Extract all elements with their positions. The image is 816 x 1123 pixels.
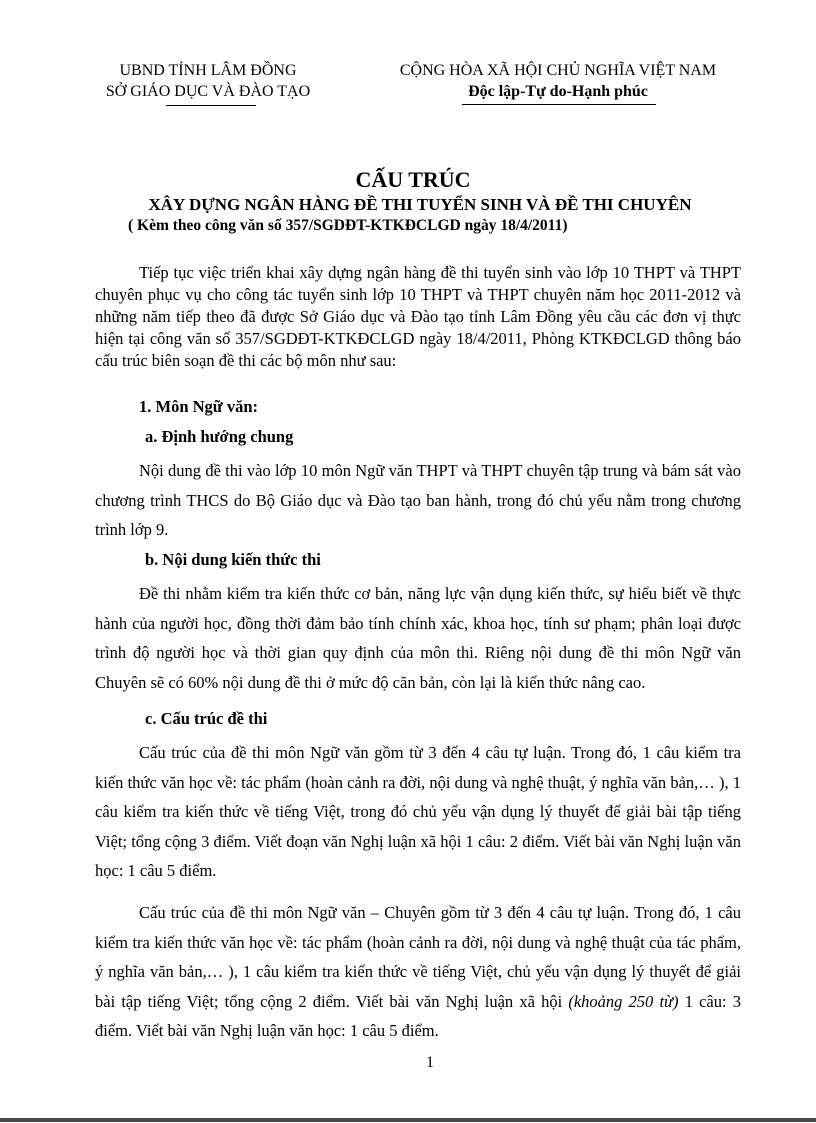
- subsection-heading-b: b. Nội dung kiến thức thi: [145, 550, 321, 569]
- subsection-b-text: Đề thi nhằm kiểm tra kiến thức cơ bản, năng lực vận dụng kiến thức, sự hiểu biết về thực hành của người học, đồng thời đảm bảo tính chính xác, khoa học, tính sư phạm; phân loại được trình độ người học và thời gian quy định của môn thi. Riêng nội dung đề thi môn Ngữ văn Chuyên sẽ có 60% nội dung đề thi ở mức độ căn bản, còn lại là kiến thức nâng cao.: [95, 584, 741, 692]
- document-reference-note: ( Kèm theo công văn số 357/SGDĐT-KTKĐCLGD ngày 18/4/2011): [128, 217, 568, 234]
- subsection-a-text: Nội dung đề thi vào lớp 10 môn Ngữ văn THPT và THPT chuyên tập trung và bám sát vào chương trình THCS do Bộ Giáo dục và Đào tạo ban hành, trong đó chủ yếu nằm trong chương trình lớp 9.: [95, 461, 741, 539]
- section-heading-ngu-van: 1. Môn Ngữ văn:: [139, 397, 258, 416]
- page-number: 1: [426, 1054, 434, 1071]
- left-header-rule: [166, 105, 256, 106]
- subsection-c-text-2-part2: 1 câu: 3 điểm. Viết bài văn Nghị luận văn học: 1 câu 5 điểm.: [95, 991, 742, 1040]
- subsection-c-text-2-part1: Cấu trúc của đề thi môn Ngữ văn – Chuyên gồm từ 3 đến 4 câu tự luận. Trong đó, 1 câu kiểm tra kiến thức văn học về: tác phẩm (hoàn cảnh ra đời, nội dung và nghệ thuật của tác phẩm, ý nghĩa văn bản,… ), 1 câu kiểm tra kiến thức về tiếng Việt, chủ yếu vận dụng lý thuyết để giải bài tập tiếng Việt; tổng cộng 2 điểm. Viết bài văn Nghị luận xã hội: [95, 903, 741, 1011]
- subsection-heading-a: a. Định hướng chung: [145, 427, 294, 446]
- national-motto: Độc lập-Tự do-Hạnh phúc: [468, 83, 648, 100]
- intro-paragraph: Tiếp tục việc triển khai xây dựng ngân hàng đề thi tuyển sinh vào lớp 10 THPT và THPT chuyên phục vụ cho công tác tuyển sinh lớp 10 THPT và THPT chuyên năm học 2011-2012 và những năm tiếp theo đã được Sở Giáo dục và Đào tạo tỉnh Lâm Đồng yêu cầu các đơn vị thực hiện tại công văn số 357/SGDĐT-KTKĐCLGD ngày 18/4/2011, Phòng KTKĐCLGD thông báo cấu trúc biên soạn đề thi các bộ môn như sau:: [95, 263, 741, 370]
- right-header-rule: [462, 104, 656, 105]
- agency-name: UBND TỈNH LÂM ĐỒNG: [119, 62, 297, 79]
- document-title: CẤU TRÚC: [355, 167, 471, 192]
- page-bottom-edge: [0, 1118, 816, 1122]
- subsection-c-text-1: Cấu trúc của đề thi môn Ngữ văn gồm từ 3 đến 4 câu tự luận. Trong đó, 1 câu kiểm tra kiến thức văn học về: tác phẩm (hoàn cảnh ra đời, nội dung và nghệ thuật, ý nghĩa văn bản,… ), 1 câu kiểm tra kiến thức về tiếng Việt, trong đó chủ yếu vận dụng lý thuyết để giải bài tập tiếng Việt; tổng cộng 3 điểm. Viết đoạn văn Nghị luận xã hội 1 câu: 2 điểm. Viết bài văn Nghị luận văn học: 1 câu 5 điểm.: [95, 743, 741, 880]
- subsection-c-text-2-italic: (khoảng 250 từ): [568, 991, 679, 1011]
- document-subtitle: XÂY DỰNG NGÂN HÀNG ĐỀ THI TUYỂN SINH VÀ ĐỀ THI CHUYÊN: [148, 195, 692, 214]
- subsection-heading-c: c. Cấu trúc đề thi: [145, 709, 268, 728]
- country-name: CỘNG HÒA XÃ HỘI CHỦ NGHĨA VIỆT NAM: [399, 62, 717, 79]
- subsection-c-text-2: [95, 898, 741, 1046]
- department-name: SỞ GIÁO DỤC VÀ ĐÀO TẠO: [105, 83, 311, 100]
